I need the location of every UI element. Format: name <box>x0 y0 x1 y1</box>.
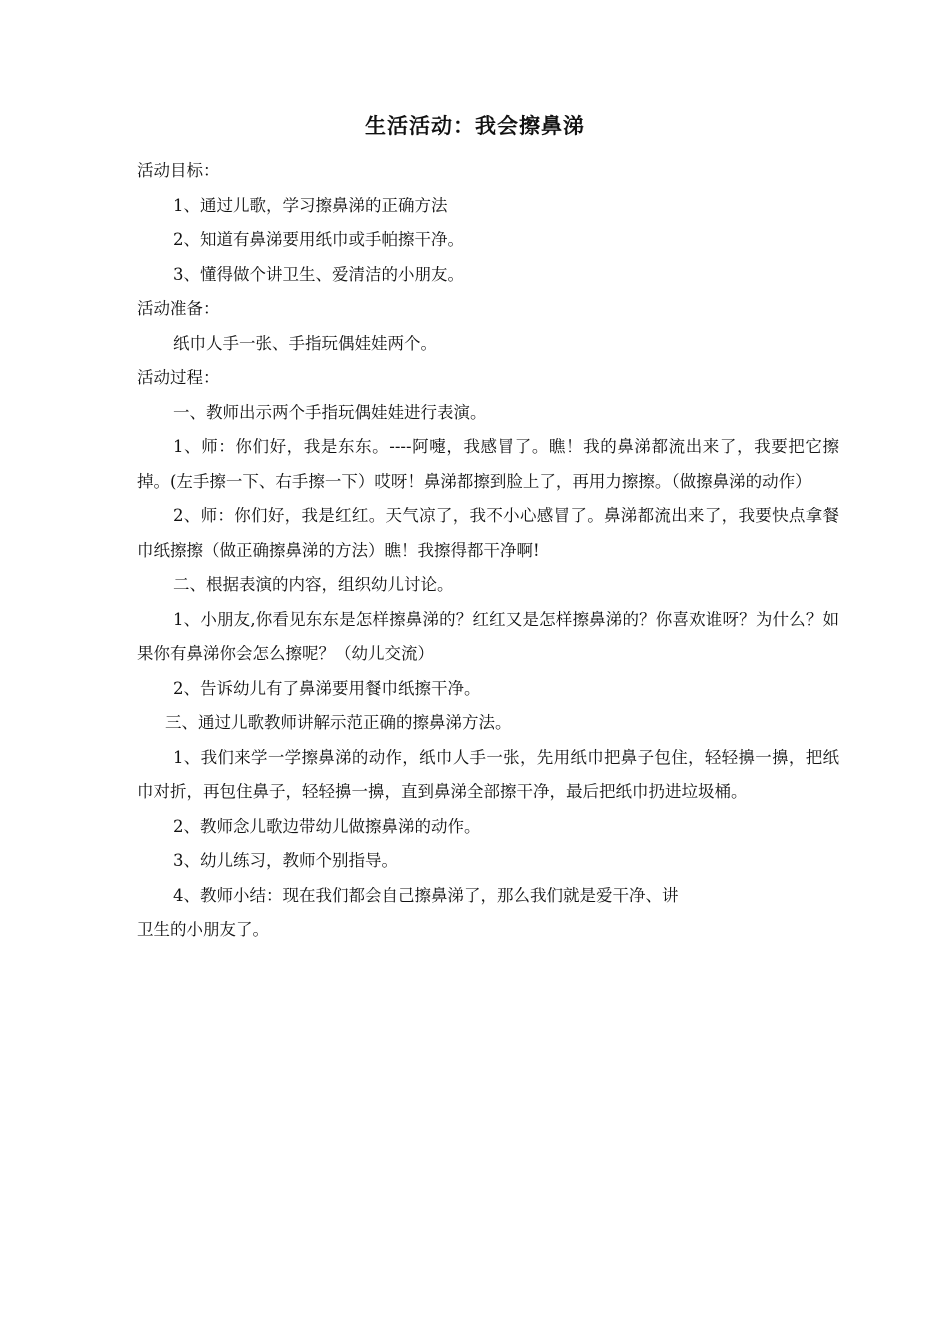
paragraph: 4、教师小结：现在我们都会自己擦鼻涕了，那么我们就是爱干净、讲 <box>173 885 679 905</box>
paragraph: 3、懂得做个讲卫生、爱清洁的小朋友。 <box>173 264 464 284</box>
paragraph: 一、教师出示两个手指玩偶娃娃进行表演。 <box>173 402 487 422</box>
document-body <box>137 154 839 948</box>
section-heading-goals: 活动目标： <box>137 161 220 180</box>
paragraph: 1、通过儿歌，学习擦鼻涕的正确方法 <box>173 195 448 215</box>
section-heading-preparation: 活动准备： <box>137 299 220 318</box>
paragraph: 纸巾人手一张、手指玩偶娃娃两个。 <box>173 333 437 353</box>
paragraph: 1、师：你们好，我是东东。----阿嚏，我感冒了。瞧！我的鼻涕都流出来了，我要把它擦掉。(左手擦一下、右手擦一下）哎呀！鼻涕都擦到脸上了，再用力擦擦。（做擦鼻涕的动作） <box>137 437 839 491</box>
paragraph: 二、根据表演的内容，组织幼儿讨论。 <box>173 575 454 594</box>
paragraph: 2、教师念儿歌边带幼儿做擦鼻涕的动作。 <box>173 816 481 836</box>
paragraph: 三、通过儿歌教师讲解示范正确的擦鼻涕方法。 <box>165 713 512 732</box>
paragraph: 3、幼儿练习，教师个别指导。 <box>173 851 398 870</box>
document-title: 生活活动：我会擦鼻涕 <box>365 114 585 138</box>
paragraph: 2、告诉幼儿有了鼻涕要用餐巾纸擦干净。 <box>173 678 481 698</box>
paragraph: 1、小朋友,你看见东东是怎样擦鼻涕的？红红又是怎样擦鼻涕的？你喜欢谁呀？为什么？如果你有鼻涕你会怎么擦呢？（幼儿交流） <box>137 609 839 663</box>
paragraph: 1、我们来学一学擦鼻涕的动作，纸巾人手一张，先用纸巾把鼻子包住，轻轻擤一擤，把纸巾对折，再包住鼻子，轻轻擤一擤，直到鼻涕全部擦干净，最后把纸巾扔进垃圾桶。 <box>137 747 839 801</box>
paragraph: 2、知道有鼻涕要用纸巾或手帕擦干净。 <box>173 230 464 249</box>
paragraph: 2、师：你们好，我是红红。天气凉了，我不小心感冒了。鼻涕都流出来了，我要快点拿餐巾纸擦擦（做正确擦鼻涕的方法）瞧！我擦得都干净啊! <box>137 506 839 560</box>
section-heading-process: 活动过程： <box>137 368 220 387</box>
paragraph: 卫生的小朋友了。 <box>137 920 269 939</box>
